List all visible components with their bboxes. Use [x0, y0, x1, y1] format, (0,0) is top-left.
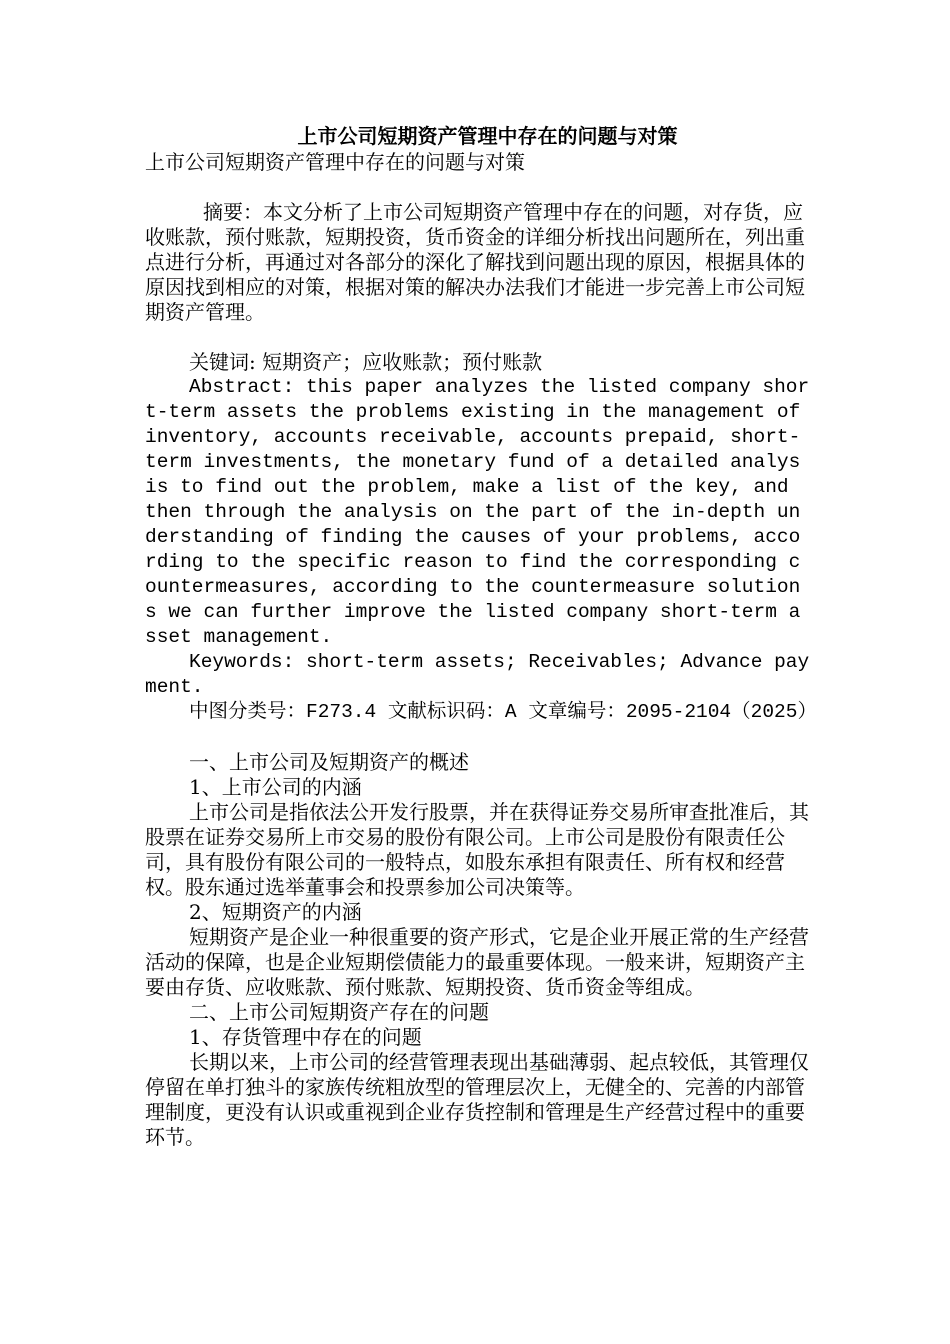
section-heading: 一、上市公司及短期资产的概述	[189, 750, 469, 774]
abstract-cn: 摘要：本文分析了上市公司短期资产管理中存在的问题，对存货，应收账款，预付账款，短期投资，货币资金的详细分析找出问题所在，列出重点进行分析，再通过对各部分的深化了解找到问题出现的原因，根据具体的原因找到相应的对策，根据对策的解决办法我们才能进一步完善上市公司短期资产管理。	[145, 200, 805, 324]
spacer	[145, 175, 810, 200]
spacer	[145, 325, 810, 350]
document-subtitle: 上市公司短期资产管理中存在的问题与对策	[145, 150, 525, 174]
keywords-en: Keywords: short-term assets; Receivables; Advance payment.	[145, 651, 810, 698]
paragraph: 上市公司是指依法公开发行股票，并在获得证券交易所审查批准后，其股票在证券交易所上市交易的股份有限公司。上市公司是股份有限责任公司，具有股份有限公司的一般特点，如股东承担有限责任、所有权和经营权。股东通过选举董事会和投票参加公司决策等。	[145, 800, 809, 899]
subsection-heading: 1、上市公司的内涵	[189, 775, 362, 799]
abstract-en: Abstract: this paper analyzes the listed company short-term assets the problems existing in the management of inventory, accounts receivable, accounts prepaid, short-term investments, the monetary fund of a detailed analysis to find out the problem, make a list of the key, and then through the analysis on the part of the in-depth understanding of finding the causes of your problems, according to the specific reason to find the corresponding countermeasures, according to the countermeasure solutions we can further improve the listed company short-term asset management.	[145, 376, 810, 648]
paragraph: 长期以来，上市公司的经营管理表现出基础薄弱、起点较低，其管理仅停留在单打独斗的家族传统粗放型的管理层次上，无健全的、完善的内部管理制度，更没有认识或重视到企业存货控制和管理是生产经营过程中的重要环节。	[145, 1050, 809, 1149]
document-page	[145, 122, 817, 1150]
keywords-cn: 关键词: 短期资产；应收账款；预付账款	[189, 350, 543, 374]
subsection-heading: 1、存货管理中存在的问题	[189, 1025, 422, 1049]
spacer	[145, 725, 810, 750]
classification-line: 中图分类号：F273.4 文献标识码：A 文章编号：2095-2104（2025）	[189, 701, 817, 723]
subsection-heading: 2、短期资产的内涵	[189, 900, 362, 924]
paragraph: 短期资产是企业一种很重要的资产形式，它是企业开展正常的生产经营活动的保障，也是企业短期偿债能力的最重要体现。一般来讲，短期资产主要由存货、应收账款、预付账款、短期投资、货币资金等组成。	[145, 925, 809, 999]
section-heading: 二、上市公司短期资产存在的问题	[189, 1000, 489, 1024]
document-title: 上市公司短期资产管理中存在的问题与对策	[297, 124, 678, 148]
